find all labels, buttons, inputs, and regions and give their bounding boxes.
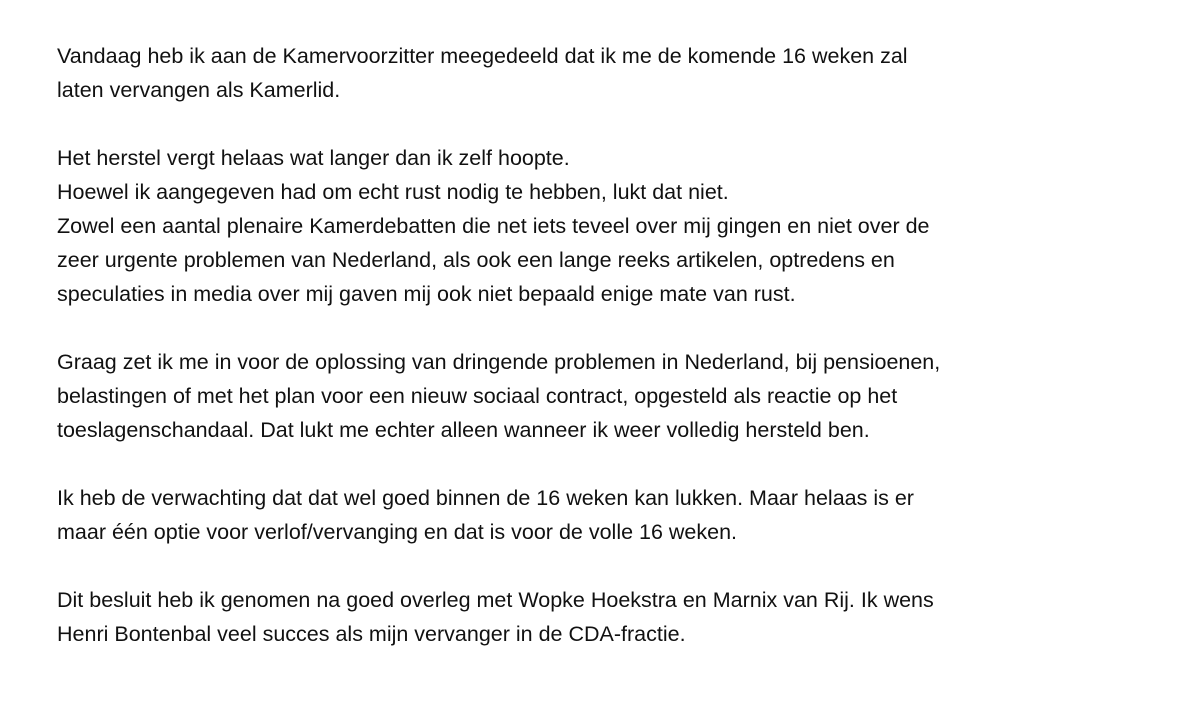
text-line: Ik heb de verwachting dat dat wel goed binnen de 16 weken kan lukken. Maar helaas is er bbox=[57, 486, 914, 510]
statement-document bbox=[57, 39, 1177, 685]
text-line: belastingen of met het plan voor een nieuw sociaal contract, opgesteld als reactie op het bbox=[57, 384, 898, 408]
paragraph-decision bbox=[57, 583, 1177, 651]
text-line: Dit besluit heb ik genomen na goed overleg met Wopke Hoekstra en Marnix van Rij. Ik wens bbox=[57, 588, 934, 612]
text-line: Zowel een aantal plenaire Kamerdebatten die net iets teveel over mij gingen en niet over de bbox=[57, 214, 930, 238]
text-line: maar één optie voor verlof/vervanging en dat is voor de volle 16 weken. bbox=[57, 520, 738, 544]
paragraph-commitment bbox=[57, 345, 1177, 447]
text-line: toeslagenschandaal. Dat lukt me echter alleen wanneer ik weer volledig hersteld ben. bbox=[57, 418, 870, 442]
paragraph-recovery bbox=[57, 141, 1177, 311]
paragraph-announcement bbox=[57, 39, 1177, 107]
text-line: laten vervangen als Kamerlid. bbox=[57, 78, 341, 102]
text-line: Henri Bontenbal veel succes als mijn vervanger in de CDA-fractie. bbox=[57, 622, 686, 646]
text-line: Het herstel vergt helaas wat langer dan ik zelf hoopte. bbox=[57, 146, 570, 170]
text-line: Hoewel ik aangegeven had om echt rust nodig te hebben, lukt dat niet. bbox=[57, 180, 729, 204]
text-line: speculaties in media over mij gaven mij ook niet bepaald enige mate van rust. bbox=[57, 282, 796, 306]
text-line: zeer urgente problemen van Nederland, als ook een lange reeks artikelen, optredens en bbox=[57, 248, 895, 272]
paragraph-expectation bbox=[57, 481, 1177, 549]
text-line: Graag zet ik me in voor de oplossing van dringende problemen in Nederland, bij pensioenen, bbox=[57, 350, 941, 374]
text-line: Vandaag heb ik aan de Kamervoorzitter meegedeeld dat ik me de komende 16 weken zal bbox=[57, 44, 908, 68]
